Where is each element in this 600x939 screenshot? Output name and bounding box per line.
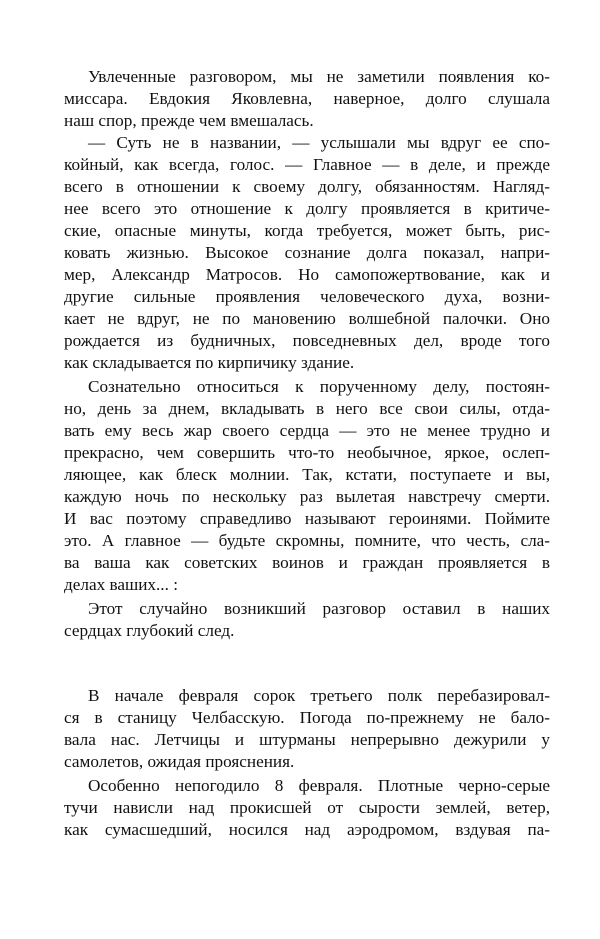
text-line: наш спор, прежде чем вмешалась. xyxy=(64,111,314,130)
text-line: ляющее, как блеск молнии. Так, кстати, поступаете и вы, xyxy=(64,465,550,484)
text-line: самолетов, ожидая прояснения. xyxy=(64,752,295,771)
text-line: как сумасшедший, носился над аэродромом, вздувая па- xyxy=(64,820,550,839)
text-line: Этот случайно возникший разговор оставил в наших xyxy=(88,599,550,618)
text-line: всего в отношении к своему долгу, обязанностям. Нагляд- xyxy=(64,177,550,196)
text-line: ся в станицу Челбасскую. Погода по-прежнему не бало- xyxy=(64,708,550,727)
text-line: Сознательно относиться к порученному делу, постоян- xyxy=(88,377,550,396)
text-line: тучи нависли над прокисшей от сырости землей, ветер, xyxy=(64,798,550,817)
text-line: вала нас. Летчицы и штурманы непрерывно дежурили у xyxy=(64,730,550,749)
text-line: рождается из будничных, повседневных дел, вроде того xyxy=(64,331,550,350)
text-line: прекрасно, чем совершить что-то необычное, яркое, ослеп- xyxy=(64,443,550,462)
text-line: как складывается по кирпичику здание. xyxy=(64,353,355,372)
text-line: каждую ночь по нескольку раз вылетая навстречу смерти. xyxy=(64,487,550,506)
text-line: Увлеченные разговором, мы не заметили появления ко- xyxy=(88,67,550,86)
text-line: И вас поэтому справедливо называют героинями. Поймите xyxy=(64,509,550,528)
text-line: другие сильные проявления человеческого духа, возни- xyxy=(64,287,550,306)
text-line: кает не вдруг, не по мановению волшебной палочки. Оно xyxy=(64,309,550,328)
text-line: — Суть не в названии, — услышали мы вдруг ее спо- xyxy=(88,133,550,152)
text-line: В начале февраля сорок третьего полк перебазировал- xyxy=(88,686,550,705)
text-line: вать ему весь жар своего сердца — это не менее трудно и xyxy=(64,421,550,440)
text-line: Особенно непогодило 8 февраля. Плотные черно-серые xyxy=(88,776,550,795)
text-line: делах ваших... : xyxy=(64,575,178,594)
text-line: сердцах глубокий след. xyxy=(64,621,235,640)
text-line: ские, опасные минуты, когда требуется, может быть, рис- xyxy=(64,221,550,240)
text-line: мер, Александр Матросов. Но самопожертвование, как и xyxy=(64,265,550,284)
text-line: ковать жизнью. Высокое сознание долга показал, напри- xyxy=(64,243,550,262)
text-line: но, день за днем, вкладывать в него все свои силы, отда- xyxy=(64,399,550,418)
text-line: миссара. Евдокия Яковлевна, наверное, долго слушала xyxy=(64,89,550,108)
text-line: нее всего это отношение к долгу проявляется в критиче- xyxy=(64,199,550,218)
text-line: койный, как всегда, голос. — Главное — в деле, и прежде xyxy=(64,155,550,174)
text-line: ва ваша как советских воинов и граждан проявляется в xyxy=(64,553,550,572)
text-line: это. А главное — будьте скромны, помните, что честь, сла- xyxy=(64,531,550,550)
